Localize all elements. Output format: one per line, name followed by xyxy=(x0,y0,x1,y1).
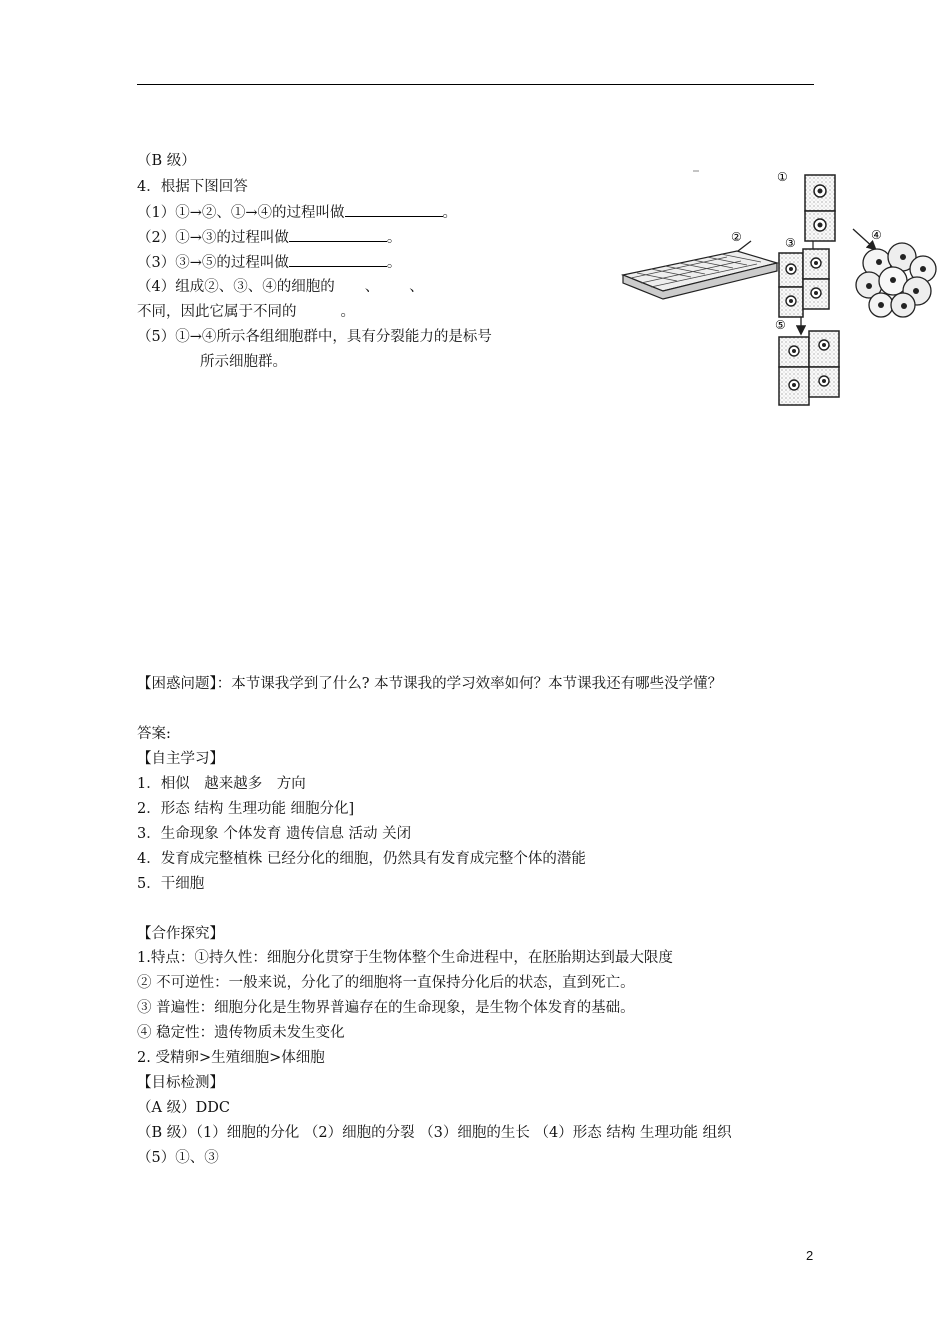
question-4-4-cont-suffix: 。 xyxy=(340,304,355,320)
target-a-level: （A 级）DDC xyxy=(137,1100,230,1116)
target-heading: 【目标检测】 xyxy=(137,1075,224,1091)
self-study-item: 4．发育成完整植株 已经分化的细胞，仍然具有发育成完整个体的潜能 xyxy=(137,851,586,867)
cell-group-2 xyxy=(623,251,777,299)
question-4-2-text: （2）①→③的过程叫做 xyxy=(137,230,289,246)
question-4-1-suffix: 。 xyxy=(442,205,458,221)
self-study-item: 1．相似 越来越多 方向 xyxy=(137,776,306,792)
question-4-3 xyxy=(137,252,401,273)
question-4-4-sep1: 、 xyxy=(364,279,380,295)
question-4-5: （5）①→④所示各组细胞群中，具有分裂能力的是标号 xyxy=(137,329,492,345)
self-study-item: 2．形态 结构 生理功能 细胞分化] xyxy=(137,801,355,817)
target-b-level: （B 级）（1）细胞的分化 （2）细胞的分裂 （3）细胞的生长 （4）形态 结构 生理功能 组织 xyxy=(137,1125,732,1141)
question-4-3-suffix: 。 xyxy=(386,255,402,271)
question-4-5-cont: 所示细胞群。 xyxy=(200,354,287,370)
question-4-4-text: （4）组成②、③、④的细胞的 xyxy=(137,279,335,295)
label-3: ③ xyxy=(785,236,796,250)
coop-item: ③ 普遍性：细胞分化是生物界普遍存在的生命现象，是生物个体发育的基础。 xyxy=(137,1000,635,1016)
coop-item: ② 不可逆性：一般来说，分化了的细胞将一直保持分化后的状态，直到死亡。 xyxy=(137,975,635,991)
self-study-item: 3．生命现象 个体发育 遗传信息 活动 关闭 xyxy=(137,826,412,842)
label-5: ⑤ xyxy=(775,318,786,332)
cell-differentiation-figure xyxy=(617,165,947,410)
coop-heading: 【合作探究】 xyxy=(137,926,224,942)
label-2: ② xyxy=(731,230,742,244)
question-4-4-cont xyxy=(137,302,355,322)
answers-title: 答案: xyxy=(137,726,171,742)
answer-blank[interactable] xyxy=(289,227,387,242)
self-study-item: 5．干细胞 xyxy=(137,876,205,892)
target-b-level-cont: （5）①、③ xyxy=(137,1150,219,1166)
cell-group-5 xyxy=(779,331,839,405)
question-4-4-sep2: 、 xyxy=(409,279,424,295)
label-1: ① xyxy=(777,170,788,184)
coop-item: ④ 稳定性：遗传物质未发生变化 xyxy=(137,1025,345,1041)
label-4: ④ xyxy=(871,228,882,242)
question-4-1-text: （1）①→②、①→④的过程叫做 xyxy=(137,205,345,221)
cell-group-1 xyxy=(805,175,835,241)
cell-diagram-svg xyxy=(617,165,947,410)
cell-group-4 xyxy=(856,243,936,317)
header-rule xyxy=(137,84,814,85)
question-4-2 xyxy=(137,227,401,248)
coop-item: 1.特点：①持久性：细胞分化贯穿于生物体整个生命进程中，在胚胎期达到最大限度 xyxy=(137,950,673,966)
question-4-1 xyxy=(137,202,457,223)
question-4-4 xyxy=(137,277,424,297)
question-4-3-text: （3）③→⑤的过程叫做 xyxy=(137,255,289,271)
answer-blank[interactable] xyxy=(289,252,387,267)
question-4-title: 4．根据下图回答 xyxy=(137,179,248,195)
answer-blank[interactable] xyxy=(345,202,443,217)
page-number: 2 xyxy=(806,1248,814,1263)
cell-group-3 xyxy=(779,249,829,317)
puzzle-question: 【困惑问题】：本节课我学到了什么? 本节课我的学习效率如何？本节课我还有哪些没学懂？ xyxy=(137,676,723,692)
level-b-heading: （B 级） xyxy=(137,153,196,169)
question-4-2-suffix: 。 xyxy=(386,230,402,246)
coop-item: 2. 受精卵>生殖细胞>体细胞 xyxy=(137,1050,325,1066)
question-4-4-cont-text: 不同，因此它属于不同的 xyxy=(137,304,297,320)
self-study-heading: 【自主学习】 xyxy=(137,751,224,767)
